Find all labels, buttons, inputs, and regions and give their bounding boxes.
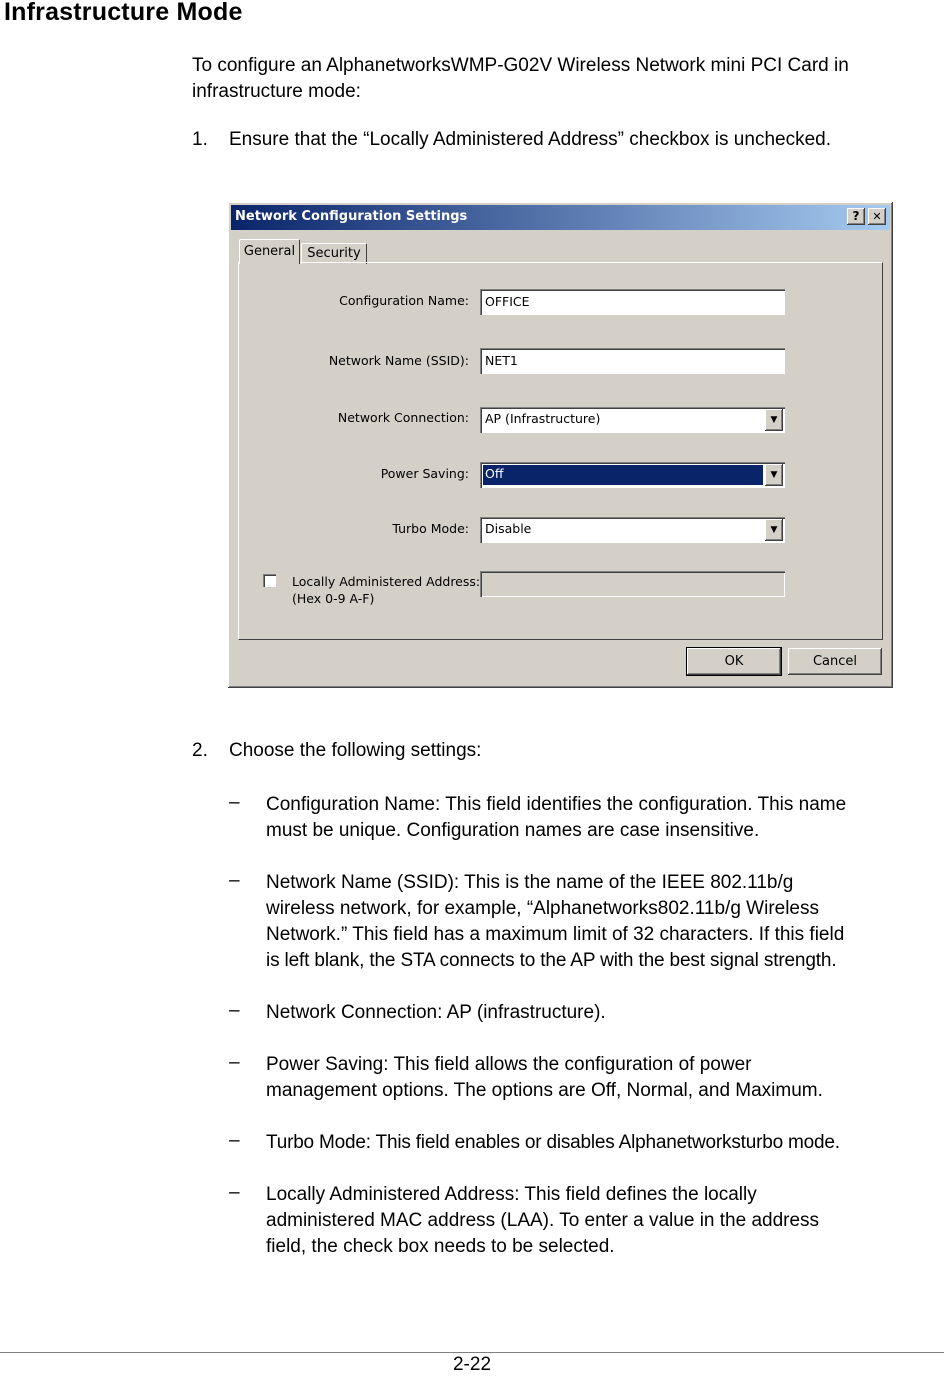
close-icon[interactable]: ✕ <box>868 208 886 225</box>
bullet-line: wireless network, for example, “Alphanetworks802.11b/g Wireless <box>266 898 819 919</box>
page-number: 2-22 <box>452 1354 492 1375</box>
network-connection-value: AP (Infrastructure) <box>485 411 601 426</box>
cancel-button[interactable]: Cancel <box>788 648 882 675</box>
step-2-text: Choose the following settings: <box>229 740 482 761</box>
section-heading: Infrastructure Mode <box>4 0 243 26</box>
dash-marker: – <box>229 1000 240 1021</box>
ok-button[interactable]: OK <box>687 648 781 675</box>
bullet-ssid <box>266 870 844 974</box>
ssid-input[interactable] <box>480 348 785 374</box>
bullet-line: Turbo Mode: This field enables or disables Alphanetworksturbo mode. <box>266 1132 840 1153</box>
turbo-mode-value: Disable <box>485 521 532 536</box>
dash-marker: – <box>229 1182 240 1203</box>
config-name-label: Configuration Name: <box>339 293 469 308</box>
tab-security[interactable]: Security <box>301 243 367 264</box>
bullet-line: management options. The options are Off, Normal, and Maximum. <box>266 1080 823 1101</box>
bullet-config-name <box>266 792 846 844</box>
power-saving-value: Off <box>485 466 504 481</box>
turbo-mode-select[interactable] <box>480 517 785 543</box>
bullet-turbo-mode <box>266 1130 840 1156</box>
laa-sublabel: (Hex 0-9 A-F) <box>292 591 375 606</box>
footer-divider <box>0 1352 944 1353</box>
laa-input[interactable] <box>480 571 785 597</box>
bullet-line: Network Name (SSID): This is the name of the IEEE 802.11b/g <box>266 872 794 893</box>
dialog-titlebar <box>231 205 890 230</box>
config-name-input[interactable] <box>480 289 785 315</box>
ssid-label: Network Name (SSID): <box>328 353 469 368</box>
power-saving-select[interactable] <box>480 462 785 488</box>
power-saving-label: Power Saving: <box>380 466 469 481</box>
dialog-title: Network Configuration Settings <box>235 209 468 224</box>
bullet-power-saving <box>266 1052 823 1104</box>
bullet-line: administered MAC address (LAA). To enter a value in the address <box>266 1210 820 1231</box>
chevron-down-icon[interactable]: ▼ <box>765 464 783 486</box>
step-1-number: 1. <box>192 129 208 150</box>
bullet-laa <box>266 1182 819 1260</box>
chevron-down-icon[interactable]: ▼ <box>765 519 783 541</box>
chevron-down-icon[interactable]: ▼ <box>765 409 783 431</box>
dash-marker: – <box>229 870 240 891</box>
bullet-network-connection <box>266 1000 606 1026</box>
bullet-line: must be unique. Configuration names are case insensitive. <box>266 820 760 841</box>
dash-marker: – <box>229 1052 240 1073</box>
bullet-line: Network.” This field has a maximum limit of 32 characters. If this field <box>266 924 845 945</box>
turbo-mode-label: Turbo Mode: <box>392 521 469 536</box>
power-saving-highlight <box>483 465 763 485</box>
network-connection-label: Network Connection: <box>337 410 469 425</box>
dash-marker: – <box>229 1130 240 1151</box>
dash-marker: – <box>229 792 240 813</box>
config-name-value: OFFICE <box>485 294 530 309</box>
tab-general[interactable]: General <box>239 239 300 264</box>
bullet-line: field, the check box needs to be selected. <box>266 1236 615 1257</box>
bullet-line: Configuration Name: This field identifies the configuration. This name <box>266 794 847 815</box>
ssid-value: NET1 <box>485 353 518 368</box>
network-configuration-dialog <box>228 202 893 688</box>
network-connection-select[interactable] <box>480 407 785 433</box>
intro-paragraph: To configure an AlphanetworksWMP-G02V Wireless Network mini PCI Card in infrastructure mode: <box>192 55 849 102</box>
bullet-line: Locally Administered Address: This field defines the locally <box>266 1184 757 1205</box>
bullet-line: is left blank, the STA connects to the AP with the best signal strength. <box>266 950 837 971</box>
bullet-line: Network Connection: AP (infrastructure). <box>266 1002 606 1023</box>
laa-checkbox[interactable] <box>263 574 276 587</box>
step-2-number: 2. <box>192 740 208 761</box>
step-1-text: Ensure that the “Locally Administered Address” checkbox is unchecked. <box>229 129 831 150</box>
laa-label: Locally Administered Address: <box>292 574 481 589</box>
help-icon[interactable]: ? <box>847 208 865 225</box>
bullet-line: Power Saving: This field allows the configuration of power <box>266 1054 752 1075</box>
